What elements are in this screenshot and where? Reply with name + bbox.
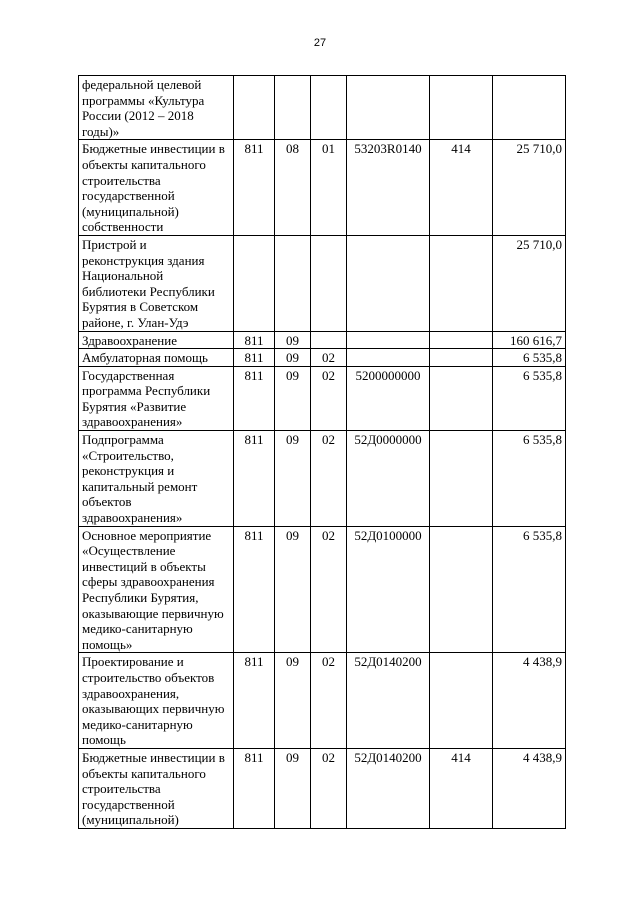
row-grbs-code: 811 (234, 431, 275, 527)
row-target-article-code: 52Д0100000 (347, 526, 430, 653)
row-expense-type-code (430, 235, 493, 331)
row-subsection-code (311, 76, 347, 140)
table-row (79, 526, 566, 653)
row-expense-type-code (430, 331, 493, 349)
row-expense-type-code (430, 366, 493, 430)
row-grbs-code: 811 (234, 366, 275, 430)
row-grbs-code: 811 (234, 748, 275, 828)
row-subsection-code (311, 235, 347, 331)
row-amount: 4 438,9 (493, 748, 566, 828)
row-section-code: 08 (275, 140, 311, 236)
row-subsection-code: 02 (311, 526, 347, 653)
row-amount: 6 535,8 (493, 526, 566, 653)
row-name: Здравоохранение (79, 331, 234, 349)
row-amount (493, 76, 566, 140)
row-name: Бюджетные инвестиции в объекты капитального строительства государственной (муниципальной) собственности (79, 140, 234, 236)
row-grbs-code: 811 (234, 331, 275, 349)
table-row (79, 76, 566, 140)
row-amount: 160 616,7 (493, 331, 566, 349)
row-amount: 25 710,0 (493, 235, 566, 331)
row-subsection-code: 02 (311, 366, 347, 430)
row-target-article-code (347, 349, 430, 367)
row-target-article-code (347, 235, 430, 331)
row-name: Пристрой и реконструкция здания Национальной библиотеки Республики Бурятия в Советском районе, г. Улан-Удэ (79, 235, 234, 331)
row-subsection-code: 02 (311, 431, 347, 527)
row-section-code (275, 76, 311, 140)
row-section-code: 09 (275, 748, 311, 828)
row-grbs-code (234, 76, 275, 140)
table-row (79, 331, 566, 349)
row-target-article-code: 52Д0140200 (347, 653, 430, 749)
row-subsection-code: 02 (311, 653, 347, 749)
page-number: 27 (313, 37, 327, 49)
row-name: Основное мероприятие «Осуществление инвестиций в объекты сферы здравоохранения Республики Бурятия, оказывающие первичную медико-санитарную помощь» (79, 526, 234, 653)
row-grbs-code: 811 (234, 140, 275, 236)
row-section-code: 09 (275, 331, 311, 349)
row-section-code: 09 (275, 366, 311, 430)
table-row (79, 653, 566, 749)
row-amount: 6 535,8 (493, 366, 566, 430)
row-name: Подпрограмма «Строительство, реконструкция и капитальный ремонт объектов здравоохранения» (79, 431, 234, 527)
row-subsection-code (311, 331, 347, 349)
row-name: федеральной целевой программы «Культура России (2012 – 2018 годы)» (79, 76, 234, 140)
row-subsection-code: 02 (311, 349, 347, 367)
row-subsection-code: 01 (311, 140, 347, 236)
row-amount: 4 438,9 (493, 653, 566, 749)
row-amount: 6 535,8 (493, 431, 566, 527)
row-section-code: 09 (275, 349, 311, 367)
row-section-code (275, 235, 311, 331)
row-name: Проектирование и строительство объектов здравоохранения, оказывающих первичную медико-санитарную помощь (79, 653, 234, 749)
table-row (79, 431, 566, 527)
row-subsection-code: 02 (311, 748, 347, 828)
row-section-code: 09 (275, 653, 311, 749)
row-target-article-code (347, 331, 430, 349)
row-expense-type-code (430, 76, 493, 140)
row-expense-type-code (430, 431, 493, 527)
row-expense-type-code: 414 (430, 140, 493, 236)
row-section-code: 09 (275, 526, 311, 653)
row-target-article-code: 52Д0140200 (347, 748, 430, 828)
row-grbs-code (234, 235, 275, 331)
row-grbs-code: 811 (234, 349, 275, 367)
table-row (79, 748, 566, 828)
row-section-code: 09 (275, 431, 311, 527)
row-name: Бюджетные инвестиции в объекты капитального строительства государственной (муниципальной) (79, 748, 234, 828)
row-name: Государственная программа Республики Бурятия «Развитие здравоохранения» (79, 366, 234, 430)
row-target-article-code (347, 76, 430, 140)
row-grbs-code: 811 (234, 526, 275, 653)
row-amount: 6 535,8 (493, 349, 566, 367)
table-row (79, 140, 566, 236)
table-row (79, 349, 566, 367)
row-target-article-code: 5200000000 (347, 366, 430, 430)
row-expense-type-code: 414 (430, 748, 493, 828)
row-name: Амбулаторная помощь (79, 349, 234, 367)
table-row (79, 366, 566, 430)
row-expense-type-code (430, 653, 493, 749)
row-grbs-code: 811 (234, 653, 275, 749)
row-amount: 25 710,0 (493, 140, 566, 236)
table-row (79, 235, 566, 331)
row-expense-type-code (430, 526, 493, 653)
row-target-article-code: 52Д0000000 (347, 431, 430, 527)
budget-table (78, 75, 566, 829)
row-expense-type-code (430, 349, 493, 367)
row-target-article-code: 53203R0140 (347, 140, 430, 236)
